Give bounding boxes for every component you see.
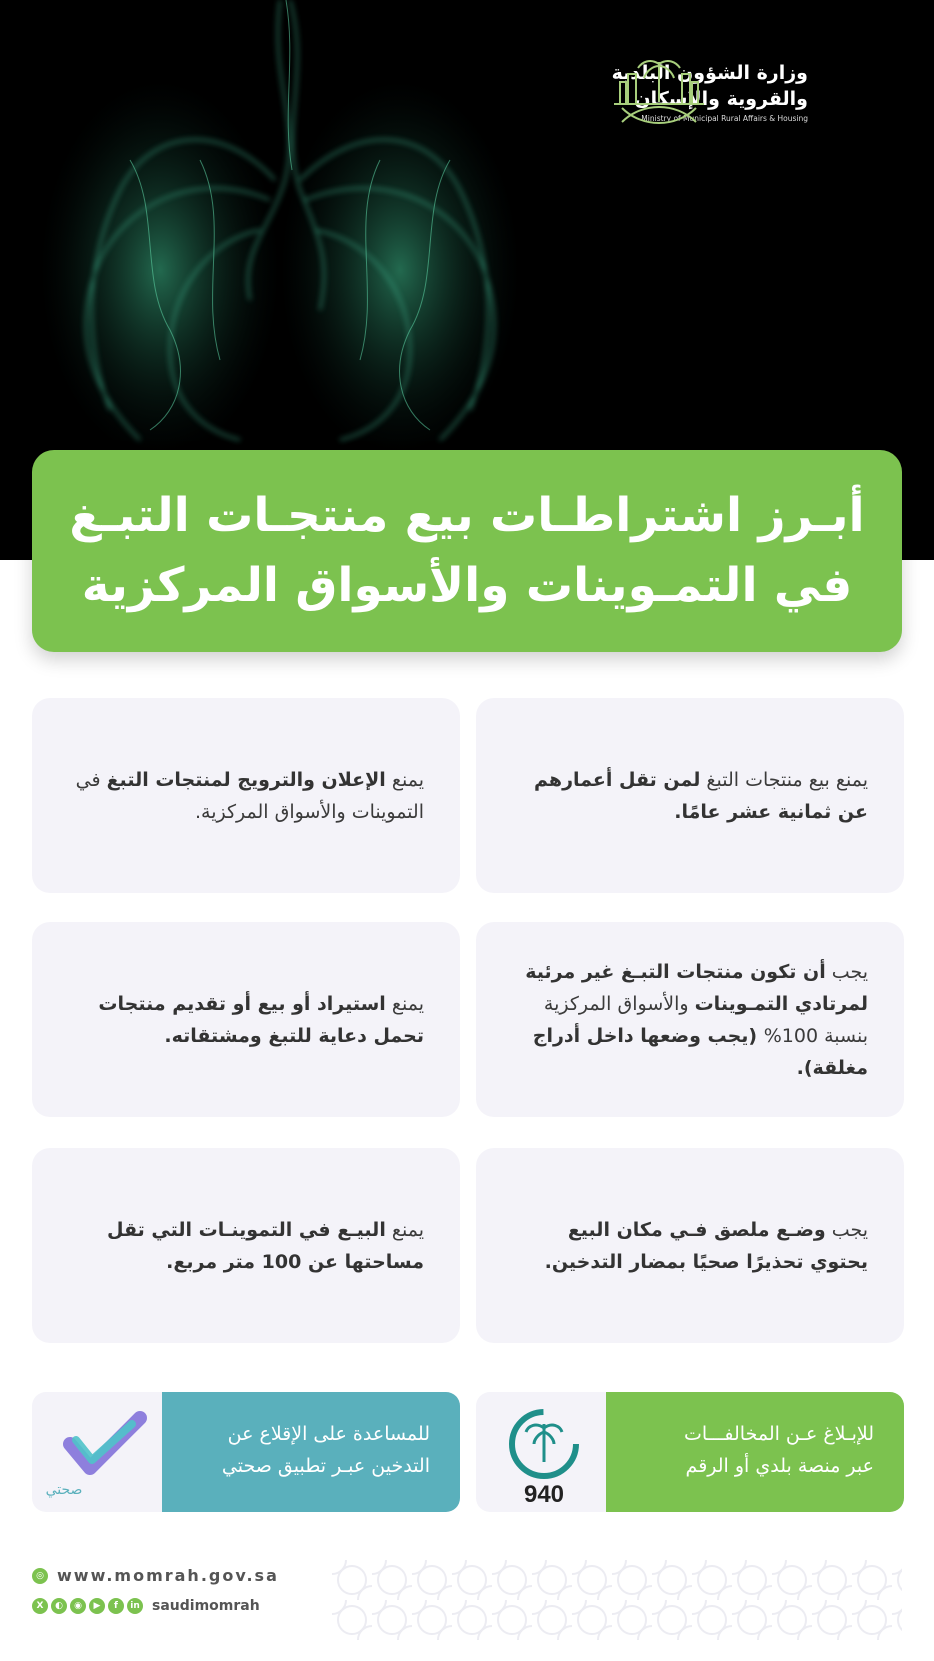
rule-card-age — [476, 698, 904, 893]
report-line2: عبر منصة بلدي أو الرقم — [685, 1455, 874, 1477]
linkedin-icon[interactable]: in — [127, 1598, 143, 1614]
report-violations-box — [476, 1392, 904, 1512]
app-name: صحتي — [45, 1482, 83, 1498]
quit-smoking-text — [162, 1392, 460, 1512]
instagram-icon[interactable]: ◉ — [70, 1598, 86, 1614]
rule-text: يجب — [825, 960, 868, 983]
rule-text: يمنع بيع منتجات التبغ — [700, 768, 868, 791]
rule-text: يمنع — [385, 768, 424, 791]
decorative-pattern — [332, 1560, 902, 1640]
rule-card-visibility — [476, 922, 904, 1117]
title-line2: في التمـوينات والأسواق المركزية — [81, 558, 853, 613]
balady-940-icon — [498, 1402, 590, 1506]
rule-card-advertising — [32, 698, 460, 893]
rule-text: في التموينات والأسواق المركزية. — [75, 768, 424, 823]
ministry-logo — [612, 52, 912, 142]
report-violations-text — [606, 1392, 904, 1512]
rule-text: يمنع — [385, 992, 424, 1015]
rule-text-bold: (يجب وضعها داخل أدراج مغلقة). — [532, 1024, 868, 1079]
rule-text-bold: استيراد أو بيع أو تقديم منتجات تحمل دعاية للتبغ ومشتقاته. — [98, 992, 424, 1047]
ministry-name-ar-line1: وزارة الشؤون البلدية — [611, 62, 808, 84]
ministry-name-ar-line2: والقروية والإسكان — [634, 88, 808, 110]
social-handle[interactable]: saudimomrah — [152, 1598, 260, 1614]
rule-text-bold: وضـع ملصق فـي مكان البيع يحتوي تحذيرًا صحيًا بمضار التدخين. — [544, 1218, 868, 1273]
quit-line2: التدخين عبـر تطبيق صحتي — [221, 1455, 430, 1477]
palm-swords-emblem-icon — [612, 52, 706, 138]
sehhaty-app-icon — [42, 1410, 152, 1500]
rule-text: يمنع — [385, 1218, 424, 1241]
rule-text-bold: أن تكون منتجات التبـغ غير مرئية لمرتادي التمـوينات — [525, 960, 868, 1015]
youtube-icon[interactable]: ▶ — [89, 1598, 105, 1614]
x-icon[interactable]: X — [32, 1598, 48, 1614]
rule-text-bold: البيـع في التموينـات التي تقل مساحتها عن 100 متر مربع. — [107, 1218, 424, 1273]
title-line1: أبـرز اشتراطـات بيع منتجـات التبـغ — [69, 488, 865, 543]
rule-card-warning-sticker — [476, 1148, 904, 1343]
report-line1: للإبـلاغ عـن المخالفـــات — [684, 1423, 874, 1445]
globe-icon: ◎ — [32, 1568, 48, 1584]
footer-website-row — [32, 1566, 279, 1585]
title-banner — [32, 450, 902, 652]
rule-text-bold: الإعلان والترويج لمنتجات التبغ — [106, 768, 386, 791]
rule-card-import — [32, 922, 460, 1117]
website-link[interactable]: www.momrah.gov.sa — [57, 1566, 279, 1585]
rule-text: والأسواق المركزية بنسبة 100% — [543, 992, 868, 1047]
rule-text: يجب — [825, 1218, 868, 1241]
snapchat-icon[interactable]: ◐ — [51, 1598, 67, 1614]
rule-text-bold: لمن تقل أعمارهم عن ثمانية عشر عامًا. — [534, 768, 868, 823]
report-number: 940 — [523, 1481, 565, 1506]
footer-social-row — [32, 1598, 260, 1614]
rule-card-store-size — [32, 1148, 460, 1343]
footer — [32, 1560, 902, 1640]
facebook-icon[interactable]: f — [108, 1598, 124, 1614]
quit-line1: للمساعدة على الإقلاع عن — [227, 1423, 430, 1445]
quit-smoking-box — [32, 1392, 460, 1512]
ministry-name-en: Ministry of Municipal Rural Affairs & Housing — [641, 114, 808, 123]
